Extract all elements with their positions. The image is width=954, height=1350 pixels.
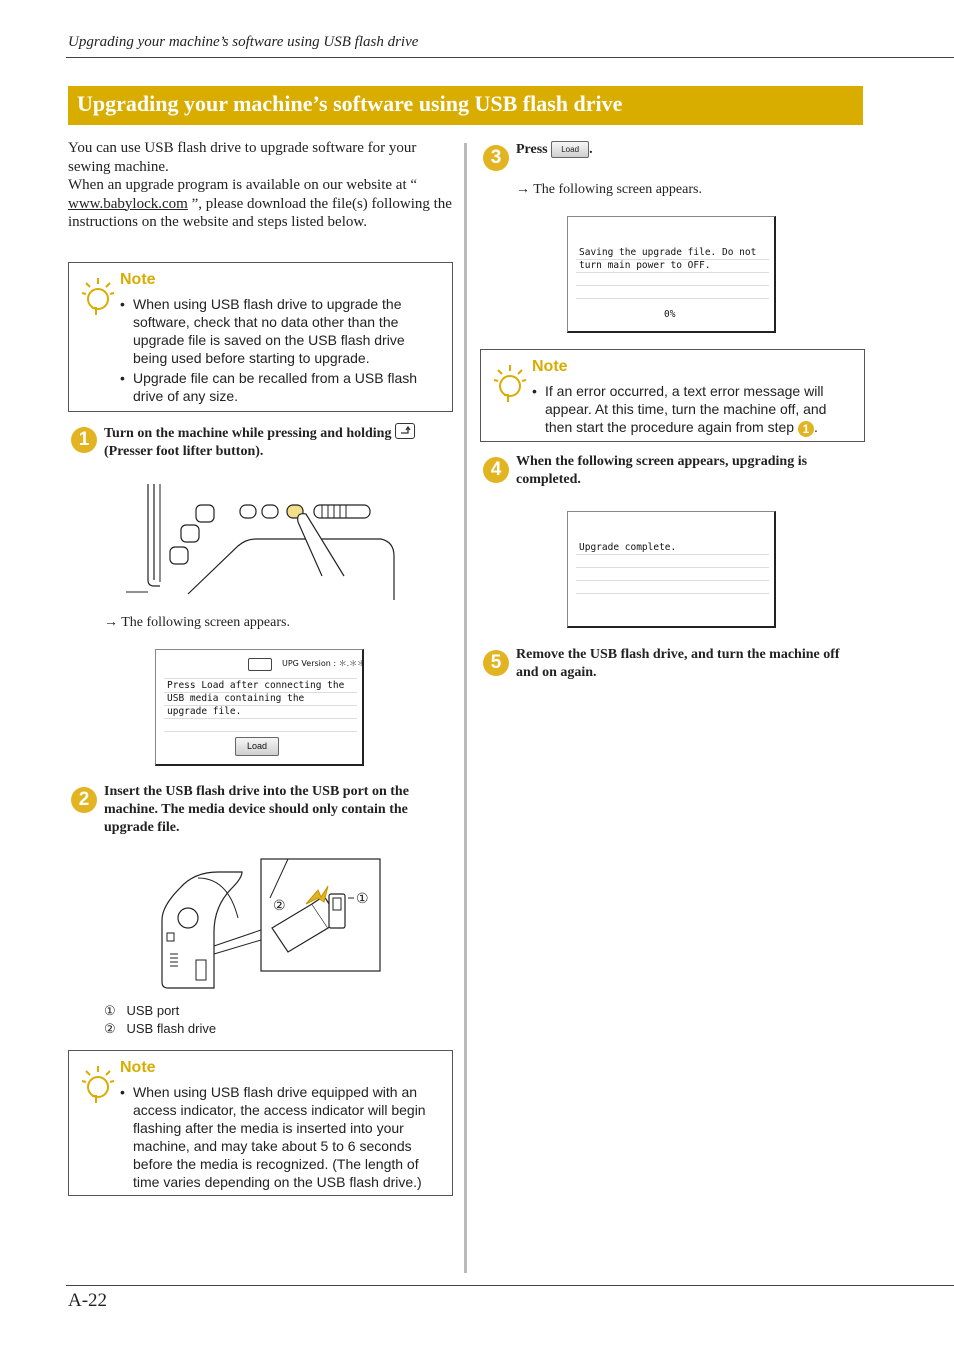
step-2-text: Insert the USB flash drive into the USB port on the machine. The media device should only contain the upgrade file. [104,784,409,835]
callout-usb-flash-drive: ② [273,897,286,913]
step-5-text: Remove the USB flash drive, and turn the machine off and on again. [516,647,840,680]
screen-line: upgrade file. [167,706,242,717]
upg-version-label: UPG Version : ＊.＊＊ [282,659,366,668]
lcd-screen-complete [567,511,776,628]
note-list [120,295,440,407]
step-3-result: → The following screen appears. [516,182,702,197]
screen-line: USB media containing the [167,693,305,704]
machine-buttons-illustration [126,484,398,602]
running-header: Upgrading your machine’s software using USB flash drive [68,34,419,50]
screen-line: Saving the upgrade file. Do not [579,247,757,258]
progress-percent: 0% [664,309,676,320]
step-1-result: → The following screen appears. [104,615,290,630]
load-button[interactable]: Load [235,737,279,756]
lightbulb-note-icon [81,1063,115,1103]
lightbulb-note-icon [493,362,527,402]
callout-usb-port: ① [356,890,369,906]
intro-line-1: You can use USB flash drive to upgrade software for your sewing machine. [68,140,417,175]
column-divider [464,143,467,1273]
note-item: • Upgrade file can be recalled from a USB flash drive of any size. [120,369,440,405]
note-item: • If an error occurred, a text error message will appear. At this time, turn the machine off, and then start the procedure again from step 1 . [532,382,857,437]
note-title: Note [532,358,568,375]
section-title: Upgrading your machine’s software using USB flash drive [77,91,623,116]
note-box-1 [68,262,453,412]
step-3-text: Press Load . [516,142,593,157]
note-item: • When using USB flash drive equipped with an access indicator, the access indicator will begin flashing after the media is inserted into your machine, and may take about 5 to 6 seconds before the media is recognized. (The length of time varies depending on the USB flash drive.) [120,1083,440,1191]
note-box-2 [480,349,865,442]
step-ref-badge: 1 [798,421,814,437]
header-rule [66,57,954,58]
legend-usb-flash-drive: ② USB flash drive [104,1021,217,1036]
step-number-3: 3 [483,145,509,171]
inline-load-button-icon: Load [551,141,589,158]
presser-foot-lifter-icon [395,423,415,439]
note-list [532,382,857,439]
section-title-bar [68,86,863,125]
lightbulb-note-icon [81,275,115,315]
step-number-5: 5 [483,650,509,676]
step-number-1: 1 [71,427,97,453]
usb-media-icon [248,658,272,671]
intro-paragraph [68,139,452,232]
usb-port-illustration [158,858,382,990]
lcd-screen-upgrade-prompt [155,649,364,766]
babylock-link[interactable]: www.babylock.com [68,195,188,212]
page-number: A-22 [68,1290,108,1311]
note-list [120,1083,440,1193]
lcd-screen-saving [567,216,776,333]
note-title: Note [120,1059,156,1076]
step-4-text: When the following screen appears, upgrading is completed. [516,454,808,487]
upgrade-complete-message: Upgrade complete. [579,542,677,553]
step-number-4: 4 [483,457,509,483]
intro-line-2: When an upgrade program is available on our website at “ www.babylock.com ”, please download the file(s) following the instructions on the website and steps listed below. [68,177,452,230]
note-item: • When using USB flash drive to upgrade the software, check that no data other than the upgrade file is saved on the USB flash drive being used before starting to upgrade. [120,295,440,367]
step-1-text: Turn on the machine while pressing and holding (Presser foot lifter button). [104,423,449,461]
legend-usb-port: ① USB port [104,1003,180,1018]
footer-rule [66,1285,954,1286]
note-box-3 [68,1050,453,1196]
note-title: Note [120,271,156,288]
screen-line: Press Load after connecting the [167,680,345,691]
screen-line: turn main power to OFF. [579,260,711,271]
step-number-2: 2 [71,787,97,813]
